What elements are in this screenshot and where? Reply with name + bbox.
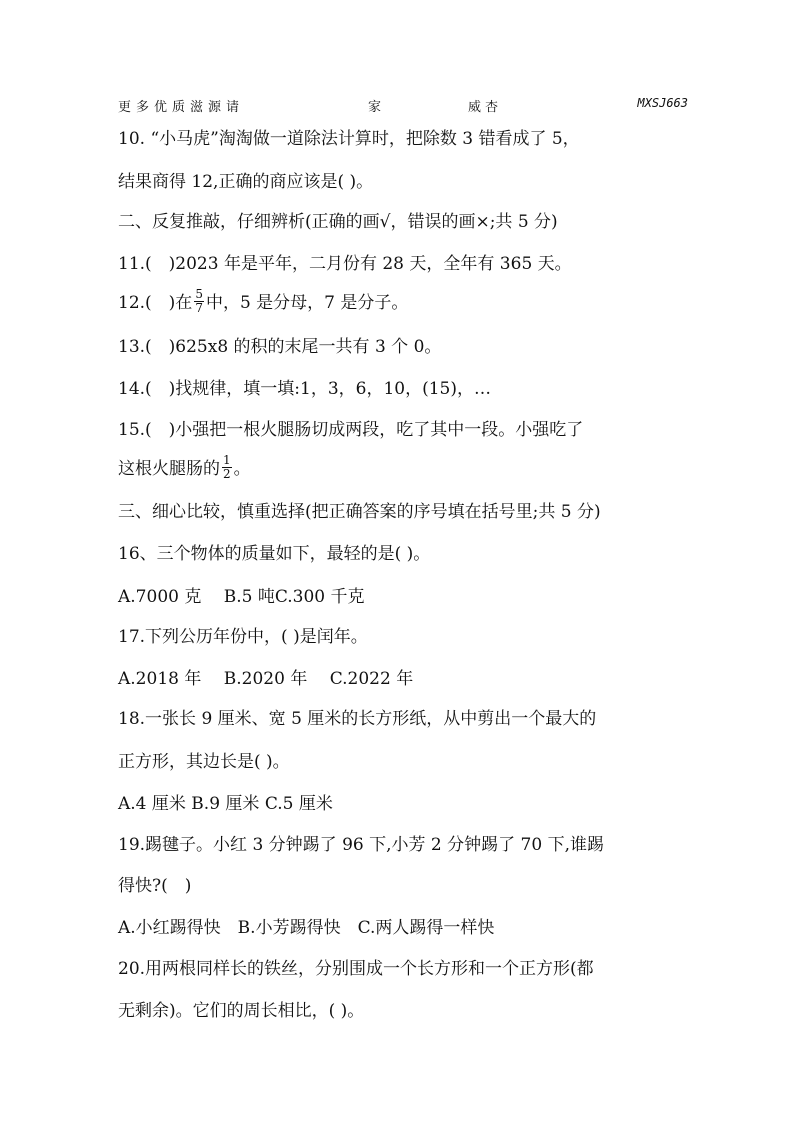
header-text-left: 更多优质滋源请 <box>118 100 245 115</box>
fraction-denominator: 2 <box>223 467 231 481</box>
question-18-line-2: 正方形，其边长是( )。 <box>118 752 290 772</box>
question-11: 11.( )2023 年是平年，二月份有 28 天，全年有 365 天。 <box>118 254 572 274</box>
question-16-options: A.7000 克 B.5 吨C.300 千克 <box>118 587 365 607</box>
question-20-line-1: 20.用两根同样长的铁丝，分别围成一个长方形和一个正方形(都 <box>118 959 594 979</box>
question-13: 13.( )625x8 的积的末尾一共有 3 个 0。 <box>118 337 442 357</box>
fraction-denominator: 7 <box>195 301 203 315</box>
question-15-line-1: 15.( )小强把一根火腿肠切成两段，吃了其中一段。小强吃了 <box>118 420 584 440</box>
question-19-options: A.小红踢得快 B.小芳踢得快 C.两人踢得一样快 <box>118 918 495 938</box>
question-20-line-2: 无剩余)。它们的周长相比，( )。 <box>118 1001 365 1021</box>
question-12-text-before: 12.( )在 <box>118 293 193 313</box>
section-3-heading: 三、细心比较，慎重选择(把正确答案的序号填在括号里;共 5 分) <box>118 502 601 522</box>
question-14: 14.( )找规律，填一填:1，3，6，10，(15)，… <box>118 379 492 399</box>
header-text-middle: 家 <box>368 100 382 115</box>
question-17-options: A.2018 年 B.2020 年 C.2022 年 <box>118 669 414 689</box>
question-12 <box>118 287 409 317</box>
fraction-five-sevenths <box>194 288 204 315</box>
question-10-line-2: 结果商得 12,正确的商应该是( )。 <box>118 172 374 192</box>
question-12-text-after: 中，5 是分母，7 是分子。 <box>205 293 409 313</box>
section-2-heading: 二、反复推敲，仔细辨析(正确的画√，错误的画×;共 5 分) <box>118 212 558 232</box>
header-text-right: 威杏 <box>468 100 503 115</box>
question-18-line-1: 18.一张长 9 厘米、宽 5 厘米的长方形纸，从中剪出一个最大的 <box>118 709 597 729</box>
question-15-text-before: 这根火腿肠的 <box>118 459 220 479</box>
question-15-text-after: 。 <box>233 459 251 479</box>
question-16: 16、三个物体的质量如下，最轻的是( )。 <box>118 544 431 564</box>
question-10-line-1: 10. “小马虎”淘淘做一道除法计算时，把除数 3 错看成了 5， <box>118 129 580 149</box>
fraction-numerator: 5 <box>195 287 203 301</box>
question-17: 17.下列公历年份中，( )是闰年。 <box>118 627 368 647</box>
page-header <box>118 96 688 116</box>
fraction-numerator: 1 <box>223 453 231 467</box>
header-code: MXSJ663 <box>637 96 688 110</box>
question-15-line-2 <box>118 453 251 483</box>
question-18-options: A.4 厘米 B.9 厘米 C.5 厘米 <box>118 794 333 814</box>
fraction-one-half <box>222 454 232 481</box>
question-19-line-1: 19.踢毽子。小红 3 分钟踢了 96 下,小芳 2 分钟踢了 70 下,谁踢 <box>118 835 604 855</box>
question-19-line-2: 得快?( ) <box>118 876 192 896</box>
